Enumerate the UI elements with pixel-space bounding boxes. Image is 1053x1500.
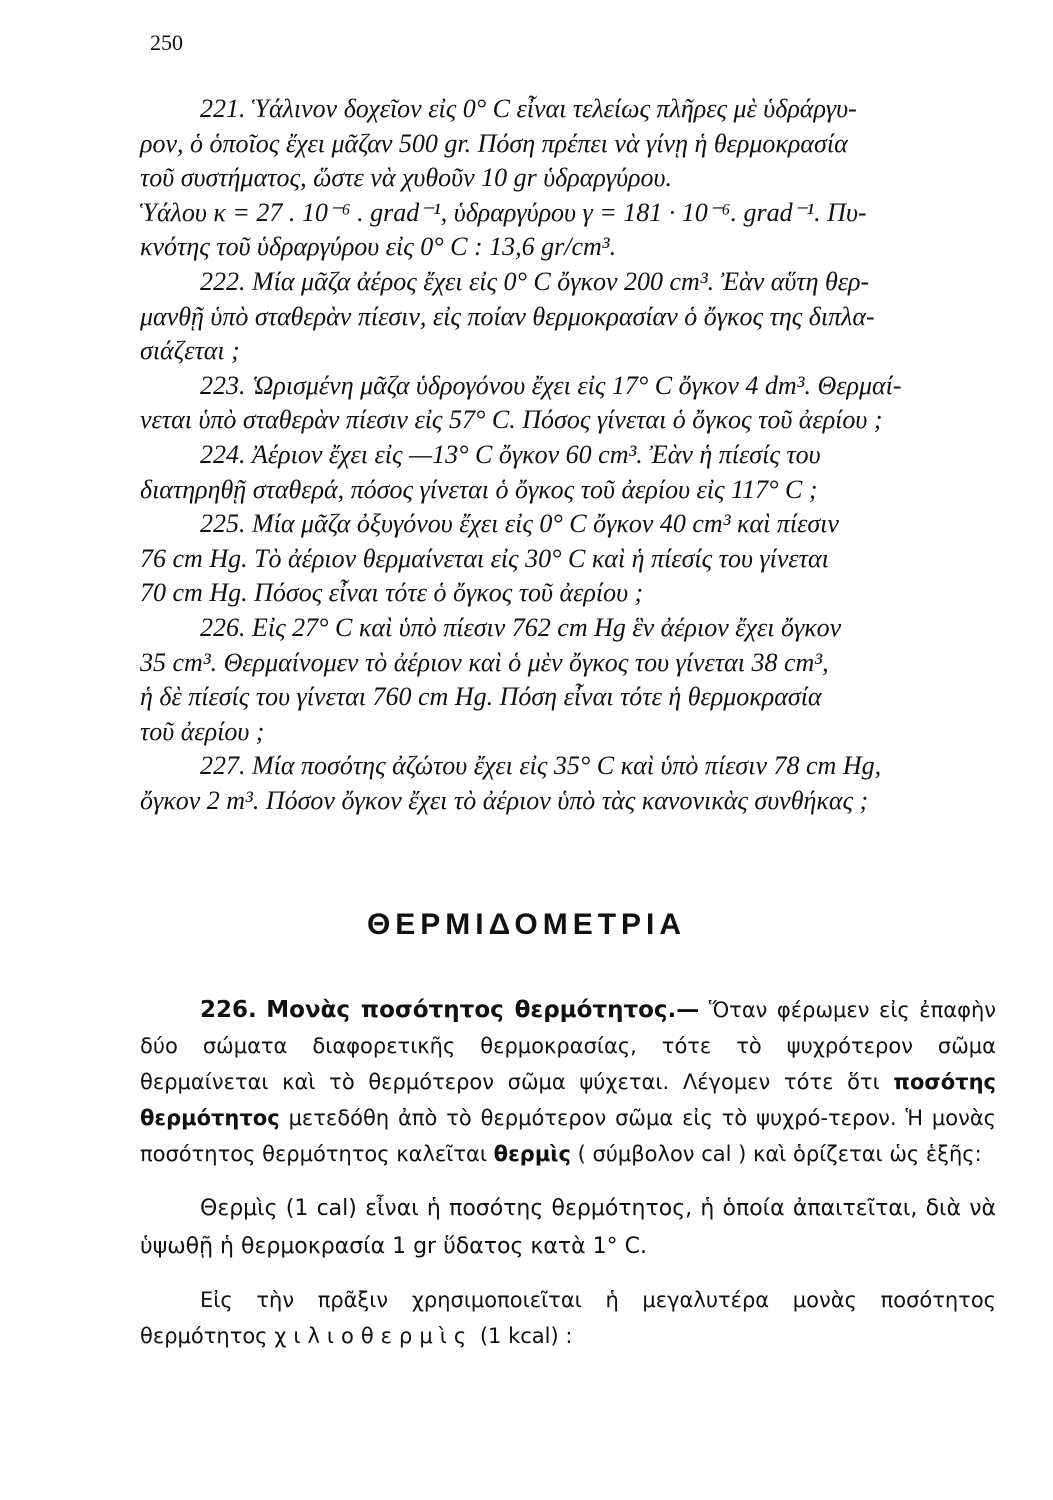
section-body bbox=[140, 992, 996, 1354]
problem-list bbox=[140, 92, 998, 818]
problem-number: 222. bbox=[200, 266, 246, 296]
section-paragraph-2: Εἰς τὴν πρᾶξιν χρησιμοποιεῖται ἡ μεγαλυτέρα μονὰς ποσότητος θερμότητος χιλιοθερμὶς (1 kcal) : bbox=[140, 1288, 996, 1348]
problem-223: 223. Ὡρισμένη μᾶζα ὑδρογόνου ἔχει εἰς 17° C ὄγκον 4 dm³. Θερμαί- νεται ὑπὸ σταθερὰν πίεσιν εἰς 57° C. Πόσος γίνεται ὁ ὄγκος τοῦ ἀερίου ; bbox=[140, 370, 902, 435]
term-bold: θερμὶς bbox=[493, 1142, 571, 1166]
section-paragraph-1: 226. Μονὰς ποσότητος θερμότητος.— Ὅταν φέρωμεν εἰς ἐπαφὴν δύο σώματα διαφορετικῆς θερμοκρασίας, τότε τὸ ψυχρότερον σῶμα θερμαίνεται καὶ τὸ θερμότερον σῶμα ψύχεται. Λέγομεν τότε ὅτι ποσότης θερμότητος μετεδόθη ἀπὸ τὸ θερμότερον σῶμα εἰς τὸ ψυχρό-τερον. Ἡ μονὰς ποσότητος θερμότητος καλεῖται θερμὶς ( σύμβολον cal ) καὶ ὁρίζεται ὡς ἑξῆς: bbox=[140, 997, 996, 1166]
problem-number: 227. bbox=[200, 751, 246, 781]
problem-227: 227. Μία ποσότης ἀζώτου ἔχει εἰς 35° C καὶ ὑπὸ πίεσιν 78 cm Hg, ὄγκον 2 m³. Πόσον ὄγκον ἔχει τὸ ἀέριον ὑπὸ τὰς κανονικὰς συνθήκας ; bbox=[140, 751, 882, 815]
section-number: 226. bbox=[200, 997, 257, 1023]
chapter-heading: ΘΕΡΜΙΔΟΜΕΤΡΙΑ bbox=[366, 908, 687, 941]
term-bold: ποσότης θερμότητος bbox=[140, 1070, 996, 1130]
problem-number: 225. bbox=[200, 509, 246, 539]
problem-222: 222. Μία μᾶζα ἀέρος ἔχει εἰς 0° C ὄγκον 200 cm³. Ἐὰν αὕτη θερ- μανθῇ ὑπὸ σταθερὰν πίεσιν, εἰς ποίαν θερμοκρασίαν ὁ ὄγκος της διπλα- σιάζεται ; bbox=[140, 266, 875, 366]
problem-number: 223. bbox=[200, 370, 246, 400]
problem-221: 221. Ὑάλινον δοχεῖον εἰς 0° C εἶναι τελείως πλῆρες μὲ ὑδράργυ- ρον, ὁ ὁποῖος ἔχει μᾶζαν 500 gr. Πόση πρέπει νὰ γίνῃ ἡ θερμοκρασία τοῦ συστήματος, ὥστε νὰ χυθοῦν 10 gr ὑδραργύρου. Ὑάλου κ = 27 . 10⁻⁶ . grad⁻¹, ὑδραργύρου γ = 181 · 10⁻⁶. grad⁻¹. Πυ- κνότης τοῦ ὑδραργύρου εἰς 0° C : 13,6 gr/cm³. bbox=[140, 94, 867, 262]
page-number: 250 bbox=[150, 30, 183, 55]
problem-number: 226. bbox=[200, 612, 246, 642]
problem-224: 224. Ἀέριον ἔχει εἰς —13° C ὄγκον 60 cm³. Ἐὰν ἡ πίεσίς του διατηρηθῇ σταθερά, πόσος γίνεται ὁ ὄγκος τοῦ ἀερίου εἰς 117° C ; bbox=[140, 439, 821, 504]
definition-paragraph: Θερμὶς (1 cal) εἶναι ἡ ποσότης θερμότητος, ἡ ὁποία ἀπαιτεῖται, διὰ νὰ ὑψωθῇ ἡ θερμοκρασία 1 gr ὕδατος κατὰ 1° C. bbox=[140, 1196, 996, 1259]
section-title: Μονὰς ποσότητος θερμότητος.— bbox=[266, 997, 700, 1023]
problem-226: 226. Εἰς 27° C καὶ ὑπὸ πίεσιν 762 cm Hg ἓν ἀέριον ἔχει ὄγκον 35 cm³. Θερμαίνομεν τὸ ἀέριον καὶ ὁ μὲν ὄγκος του γίνεται 38 cm³, ἡ δὲ πίεσίς του γίνεται 760 cm Hg. Πόση εἶναι τότε ἡ θερμοκρασία τοῦ ἀερίου ; bbox=[140, 612, 842, 746]
term-spaced: χιλιοθερμὶς bbox=[274, 1324, 474, 1348]
problem-number: 221. bbox=[200, 94, 246, 123]
problem-number: 224. bbox=[200, 439, 246, 469]
problem-225: 225. Μία μᾶζα ὀξυγόνου ἔχει εἰς 0° C ὄγκον 40 cm³ καὶ πίεσιν 76 cm Hg. Τὸ ἀέριον θερμαίνεται εἰς 30° C καὶ ἡ πίεσίς του γίνεται 70 cm Hg. Πόσος εἶναι τότε ὁ ὄγκος τοῦ ἀερίου ; bbox=[140, 509, 839, 608]
